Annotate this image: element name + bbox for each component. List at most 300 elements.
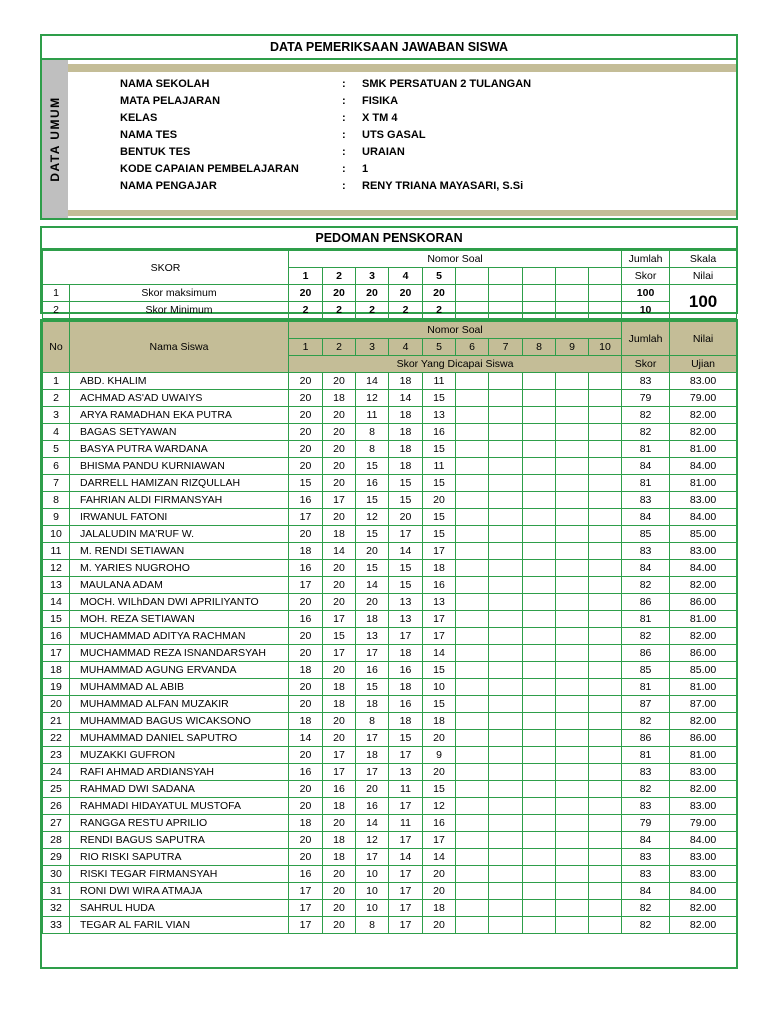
student-score: 17 — [356, 645, 389, 662]
empty-cell — [489, 475, 523, 492]
student-score: 14 — [356, 815, 389, 832]
empty-cell — [456, 679, 489, 696]
empty-cell — [489, 713, 523, 730]
empty-cell — [523, 373, 556, 390]
student-nilai: 83.00 — [670, 543, 737, 560]
student-score: 11 — [389, 815, 423, 832]
student-no: 27 — [43, 815, 70, 832]
student-score: 18 — [323, 679, 356, 696]
empty-cell — [456, 407, 489, 424]
empty-cell — [456, 441, 489, 458]
student-score: 17 — [356, 849, 389, 866]
empty-cell — [523, 577, 556, 594]
student-no: 17 — [43, 645, 70, 662]
student-name: ARYA RAMADHAN EKA PUTRA — [70, 407, 289, 424]
empty-cell — [456, 628, 489, 645]
student-score: 14 — [389, 543, 423, 560]
empty-cell — [589, 373, 622, 390]
ujian-header: Ujian — [670, 356, 737, 373]
student-name: MOCH. WILhDAN DWI APRILIYANTO — [70, 594, 289, 611]
empty-cell — [523, 268, 556, 285]
table-row — [43, 458, 737, 475]
student-score: 20 — [289, 645, 323, 662]
empty-cell — [589, 815, 622, 832]
empty-cell — [589, 781, 622, 798]
student-score: 17 — [389, 883, 423, 900]
empty-cell — [489, 373, 523, 390]
student-nilai: 82.00 — [670, 628, 737, 645]
student-score: 20 — [289, 798, 323, 815]
student-total: 83 — [622, 492, 670, 509]
empty-cell — [489, 798, 523, 815]
student-no: 25 — [43, 781, 70, 798]
student-nilai: 82.00 — [670, 781, 737, 798]
student-total: 81 — [622, 679, 670, 696]
empty-cell — [589, 696, 622, 713]
student-name: MUHAMMAD ALFAN MUZAKIR — [70, 696, 289, 713]
student-score: 18 — [423, 900, 456, 917]
student-total: 82 — [622, 628, 670, 645]
student-score: 20 — [289, 594, 323, 611]
empty-cell — [456, 526, 489, 543]
table-row — [43, 543, 737, 560]
student-name: MUCHAMMAD ADITYA RACHMAN — [70, 628, 289, 645]
student-name: BASYA PUTRA WARDANA — [70, 441, 289, 458]
student-score: 18 — [389, 407, 423, 424]
question-number: 5 — [423, 339, 456, 356]
table-row — [43, 424, 737, 441]
empty-cell — [589, 832, 622, 849]
empty-cell — [489, 526, 523, 543]
empty-cell — [556, 560, 589, 577]
student-score: 17 — [323, 747, 356, 764]
empty-cell — [589, 268, 622, 285]
student-nilai: 83.00 — [670, 798, 737, 815]
student-score: 20 — [423, 730, 456, 747]
empty-cell — [456, 268, 489, 285]
student-name: TEGAR AL FARIL VIAN — [70, 917, 289, 934]
student-score: 20 — [289, 832, 323, 849]
student-score: 17 — [323, 492, 356, 509]
student-nilai: 81.00 — [670, 475, 737, 492]
empty-cell — [456, 390, 489, 407]
table-row — [43, 713, 737, 730]
empty-cell — [589, 917, 622, 934]
info-value: SMK PERSATUAN 2 TULANGAN — [362, 78, 532, 90]
student-score: 18 — [423, 713, 456, 730]
question-number: 4 — [389, 339, 423, 356]
student-no: 5 — [43, 441, 70, 458]
empty-cell — [523, 679, 556, 696]
table-row — [43, 611, 737, 628]
student-total: 87 — [622, 696, 670, 713]
pedoman-q-number: 5 — [423, 268, 456, 285]
student-score: 18 — [323, 526, 356, 543]
table-row — [43, 849, 737, 866]
student-score: 16 — [289, 611, 323, 628]
empty-cell — [556, 696, 589, 713]
student-score: 18 — [289, 662, 323, 679]
empty-cell — [589, 730, 622, 747]
student-total: 86 — [622, 730, 670, 747]
student-score: 18 — [289, 713, 323, 730]
page-title: DATA PEMERIKSAAN JAWABAN SISWA — [42, 36, 736, 60]
student-no: 7 — [43, 475, 70, 492]
student-score: 17 — [389, 866, 423, 883]
table-row — [43, 662, 737, 679]
empty-cell — [456, 611, 489, 628]
student-name: RAHMAD DWI SADANA — [70, 781, 289, 798]
student-nilai: 83.00 — [670, 866, 737, 883]
student-score: 8 — [356, 917, 389, 934]
student-nilai: 84.00 — [670, 458, 737, 475]
info-colon: : — [342, 146, 346, 158]
student-score: 20 — [289, 747, 323, 764]
student-nilai: 86.00 — [670, 730, 737, 747]
student-score: 17 — [356, 764, 389, 781]
student-score: 20 — [289, 390, 323, 407]
student-total: 81 — [622, 747, 670, 764]
table-row — [43, 679, 737, 696]
student-score: 17 — [423, 628, 456, 645]
empty-cell — [456, 730, 489, 747]
student-no: 32 — [43, 900, 70, 917]
student-score: 15 — [423, 509, 456, 526]
student-total: 84 — [622, 560, 670, 577]
empty-cell — [489, 509, 523, 526]
student-score: 18 — [389, 645, 423, 662]
empty-cell — [523, 407, 556, 424]
empty-cell — [556, 458, 589, 475]
student-score: 20 — [389, 509, 423, 526]
student-name: M. RENDI SETIAWAN — [70, 543, 289, 560]
student-scores-section — [40, 319, 738, 969]
empty-cell — [456, 492, 489, 509]
student-score: 18 — [389, 424, 423, 441]
student-score: 17 — [423, 611, 456, 628]
empty-cell — [589, 883, 622, 900]
student-no: 21 — [43, 713, 70, 730]
student-nilai: 86.00 — [670, 645, 737, 662]
empty-cell — [523, 730, 556, 747]
student-score: 13 — [389, 764, 423, 781]
student-score: 16 — [289, 866, 323, 883]
student-score: 20 — [289, 849, 323, 866]
empty-cell — [556, 832, 589, 849]
student-score: 15 — [423, 696, 456, 713]
student-total: 82 — [622, 713, 670, 730]
student-score: 20 — [289, 526, 323, 543]
empty-cell — [456, 543, 489, 560]
empty-cell — [523, 849, 556, 866]
empty-cell — [589, 713, 622, 730]
student-score: 20 — [423, 492, 456, 509]
info-value: RENY TRIANA MAYASARI, S.Si — [362, 180, 524, 192]
empty-cell — [523, 390, 556, 407]
student-score: 18 — [389, 713, 423, 730]
student-total: 84 — [622, 832, 670, 849]
student-score: 13 — [423, 407, 456, 424]
student-score: 14 — [356, 373, 389, 390]
student-score: 20 — [323, 373, 356, 390]
student-score: 12 — [356, 832, 389, 849]
student-score: 15 — [389, 577, 423, 594]
empty-cell — [556, 594, 589, 611]
table-row — [43, 917, 737, 934]
table-row — [43, 441, 737, 458]
empty-cell — [489, 662, 523, 679]
empty-cell — [456, 302, 489, 319]
student-nilai: 79.00 — [670, 390, 737, 407]
student-total: 85 — [622, 526, 670, 543]
student-nilai: 82.00 — [670, 900, 737, 917]
student-total: 83 — [622, 798, 670, 815]
empty-cell — [589, 594, 622, 611]
table-row — [43, 832, 737, 849]
student-score: 11 — [423, 373, 456, 390]
empty-cell — [556, 390, 589, 407]
empty-cell — [456, 815, 489, 832]
student-total: 82 — [622, 900, 670, 917]
student-name: SAHRUL HUDA — [70, 900, 289, 917]
student-score: 17 — [289, 900, 323, 917]
student-score: 17 — [389, 900, 423, 917]
empty-cell — [456, 509, 489, 526]
empty-cell — [523, 662, 556, 679]
empty-cell — [556, 543, 589, 560]
pedoman-score: 20 — [356, 285, 389, 302]
student-name: MUZAKKI GUFRON — [70, 747, 289, 764]
student-score: 16 — [389, 662, 423, 679]
student-name: RENDI BAGUS SAPUTRA — [70, 832, 289, 849]
student-score: 20 — [323, 577, 356, 594]
empty-cell — [523, 594, 556, 611]
student-total: 84 — [622, 509, 670, 526]
empty-cell — [523, 492, 556, 509]
student-score: 14 — [389, 390, 423, 407]
student-score: 15 — [356, 458, 389, 475]
empty-cell — [489, 781, 523, 798]
table-row — [43, 883, 737, 900]
student-score: 8 — [356, 713, 389, 730]
info-colon: : — [342, 95, 346, 107]
student-no: 19 — [43, 679, 70, 696]
empty-cell — [489, 849, 523, 866]
student-score: 18 — [389, 373, 423, 390]
student-name: MUHAMMAD AL ABIB — [70, 679, 289, 696]
data-umum-side-label — [42, 60, 68, 218]
student-total: 86 — [622, 594, 670, 611]
student-score: 10 — [356, 883, 389, 900]
empty-cell — [489, 679, 523, 696]
student-score: 20 — [323, 730, 356, 747]
empty-cell — [523, 285, 556, 302]
empty-cell — [456, 713, 489, 730]
student-total: 82 — [622, 917, 670, 934]
student-score: 20 — [323, 594, 356, 611]
student-nilai: 86.00 — [670, 594, 737, 611]
empty-cell — [589, 866, 622, 883]
student-score: 20 — [289, 373, 323, 390]
student-score: 20 — [323, 509, 356, 526]
empty-cell — [489, 747, 523, 764]
student-total: 85 — [622, 662, 670, 679]
pedoman-q-number: 1 — [289, 268, 323, 285]
empty-cell — [456, 424, 489, 441]
student-score: 20 — [423, 866, 456, 883]
pedoman-nomor-soal-header: Nomor Soal — [289, 251, 622, 268]
student-no: 12 — [43, 560, 70, 577]
empty-cell — [523, 866, 556, 883]
student-score: 13 — [389, 611, 423, 628]
student-score: 20 — [289, 781, 323, 798]
empty-cell — [489, 268, 523, 285]
student-no: 23 — [43, 747, 70, 764]
empty-cell — [523, 441, 556, 458]
student-score: 14 — [423, 849, 456, 866]
student-name: ABD. KHALIM — [70, 373, 289, 390]
student-name: ACHMAD AS'AD UWAIYS — [70, 390, 289, 407]
student-score: 15 — [356, 526, 389, 543]
student-total: 86 — [622, 645, 670, 662]
header-band-top — [68, 64, 736, 72]
student-score: 17 — [423, 543, 456, 560]
empty-cell — [523, 832, 556, 849]
student-score: 16 — [356, 798, 389, 815]
student-nilai: 81.00 — [670, 441, 737, 458]
student-name: DARRELL HAMIZAN RIZQULLAH — [70, 475, 289, 492]
table-row — [43, 560, 737, 577]
info-label: NAMA PENGAJAR — [120, 180, 217, 192]
empty-cell — [523, 628, 556, 645]
student-score: 16 — [423, 815, 456, 832]
table-row — [43, 390, 737, 407]
student-no: 9 — [43, 509, 70, 526]
pedoman-skor-label: Skor — [622, 268, 670, 285]
empty-cell — [556, 747, 589, 764]
student-score: 18 — [323, 849, 356, 866]
student-score: 20 — [323, 441, 356, 458]
pedoman-q-number: 3 — [356, 268, 389, 285]
student-score: 13 — [423, 594, 456, 611]
info-label: NAMA SEKOLAH — [120, 78, 210, 90]
pedoman-title: PEDOMAN PENSKORAN — [42, 228, 736, 250]
nilai-header: Nilai — [670, 322, 737, 356]
student-score: 15 — [389, 492, 423, 509]
table-row — [43, 475, 737, 492]
empty-cell — [456, 577, 489, 594]
table-row — [43, 764, 737, 781]
empty-cell — [456, 373, 489, 390]
empty-cell — [556, 268, 589, 285]
info-colon: : — [342, 129, 346, 141]
student-score: 15 — [423, 475, 456, 492]
info-label: KODE CAPAIAN PEMBELAJARAN — [120, 163, 299, 175]
student-score: 18 — [389, 458, 423, 475]
student-score: 20 — [323, 475, 356, 492]
pedoman-row-no: 1 — [43, 285, 70, 302]
student-nilai: 84.00 — [670, 883, 737, 900]
student-score: 20 — [323, 815, 356, 832]
empty-cell — [523, 424, 556, 441]
student-score: 20 — [323, 900, 356, 917]
student-nilai: 83.00 — [670, 492, 737, 509]
pedoman-score: 20 — [323, 285, 356, 302]
student-total: 83 — [622, 849, 670, 866]
pedoman-total: 100 — [622, 285, 670, 302]
empty-cell — [589, 441, 622, 458]
student-total: 79 — [622, 815, 670, 832]
student-score: 16 — [356, 662, 389, 679]
question-number: 10 — [589, 339, 622, 356]
student-nilai: 84.00 — [670, 560, 737, 577]
empty-cell — [556, 798, 589, 815]
table-row — [43, 407, 737, 424]
student-score: 20 — [289, 407, 323, 424]
student-nilai: 83.00 — [670, 764, 737, 781]
empty-cell — [489, 645, 523, 662]
student-no: 4 — [43, 424, 70, 441]
student-nilai: 83.00 — [670, 849, 737, 866]
skor-header: Skor — [622, 356, 670, 373]
student-score: 15 — [423, 526, 456, 543]
info-colon: : — [342, 112, 346, 124]
empty-cell — [523, 747, 556, 764]
pedoman-score: 20 — [423, 285, 456, 302]
empty-cell — [456, 594, 489, 611]
student-no: 15 — [43, 611, 70, 628]
student-score: 11 — [356, 407, 389, 424]
student-score: 11 — [389, 781, 423, 798]
student-no: 8 — [43, 492, 70, 509]
empty-cell — [456, 696, 489, 713]
student-score: 10 — [356, 866, 389, 883]
student-name: MUHAMMAD BAGUS WICAKSONO — [70, 713, 289, 730]
student-score: 14 — [423, 645, 456, 662]
student-score: 20 — [323, 883, 356, 900]
empty-cell — [456, 917, 489, 934]
student-score: 20 — [356, 543, 389, 560]
pedoman-score: 2 — [356, 302, 389, 319]
student-score: 10 — [356, 900, 389, 917]
table-row — [43, 577, 737, 594]
student-nilai: 81.00 — [670, 679, 737, 696]
student-score: 17 — [389, 628, 423, 645]
nomor-soal-header: Nomor Soal — [289, 322, 622, 339]
empty-cell — [556, 492, 589, 509]
info-value: 1 — [362, 163, 369, 175]
empty-cell — [589, 424, 622, 441]
student-total: 82 — [622, 781, 670, 798]
student-score: 16 — [289, 764, 323, 781]
student-name: MUCHAMMAD REZA ISNANDARSYAH — [70, 645, 289, 662]
student-score: 17 — [289, 883, 323, 900]
empty-cell — [523, 883, 556, 900]
pedoman-row-label: Skor maksimum — [70, 285, 289, 302]
empty-cell — [589, 526, 622, 543]
empty-cell — [523, 713, 556, 730]
empty-cell — [456, 285, 489, 302]
empty-cell — [589, 679, 622, 696]
student-score: 14 — [289, 730, 323, 747]
pedoman-penskoran-section — [40, 226, 738, 314]
info-value: URAIAN — [362, 146, 405, 158]
empty-cell — [456, 645, 489, 662]
student-name: RANGGA RESTU APRILIO — [70, 815, 289, 832]
empty-cell — [589, 645, 622, 662]
student-total: 79 — [622, 390, 670, 407]
col-name-header: Nama Siswa — [70, 322, 289, 373]
